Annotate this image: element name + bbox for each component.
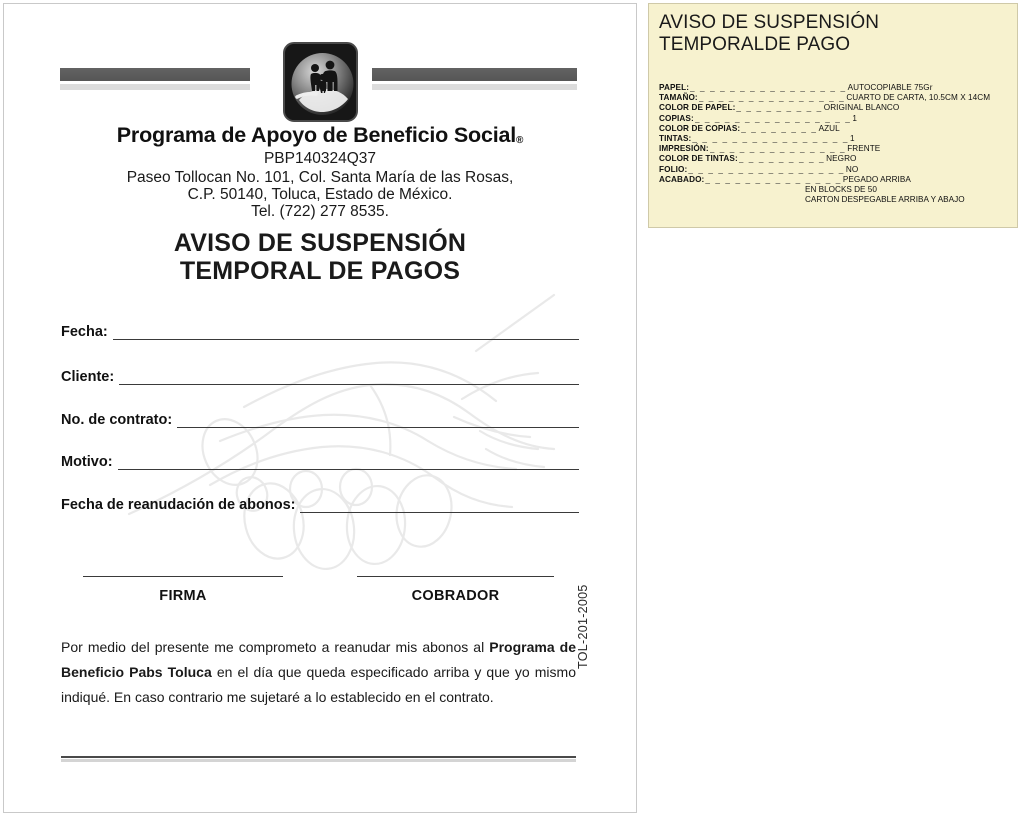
spec-row-tamano — [659, 93, 1007, 103]
form-field-cliente[interactable] — [61, 365, 579, 385]
organization-address-2: C.P. 50140, Toluca, Estado de México. — [187, 186, 453, 203]
signature-label-firma: FIRMA — [159, 588, 207, 604]
family-in-hand-logo-icon — [283, 42, 358, 122]
spec-dots-folio: _ _ _ _ _ _ _ _ _ _ _ _ _ _ _ _ — [688, 164, 845, 174]
spec-key-impresion: IMPRESIÓN: — [659, 144, 709, 154]
document-preview-panel — [3, 3, 637, 813]
spec-key-folio: FOLIO: — [659, 164, 688, 174]
signature-block-firma[interactable] — [83, 576, 283, 604]
spec-key-acabado: ACABADO: — [659, 174, 705, 184]
spec-dots-color-de-copias: _ _ _ _ _ _ _ _ — [741, 123, 818, 133]
spec-key-tamano: TAMAÑO: — [659, 93, 698, 103]
spec-value-tamano: CUARTO DE CARTA, 10.5CM X 14CM — [846, 93, 991, 103]
spec-dots-color-de-tintas: _ _ _ _ _ _ _ _ _ — [738, 154, 826, 164]
spec-dots-impresion: _ _ _ _ _ _ _ _ _ _ _ _ _ _ — [709, 144, 847, 154]
spec-value-color-de-copias: AZUL — [818, 123, 840, 133]
organization-phone: Tel. (722) 277 8535. — [251, 203, 389, 220]
spec-acabado-continuation-1: EN BLOCKS DE 50 — [805, 185, 877, 195]
registered-trademark-icon: ® — [516, 135, 524, 146]
header-bar-right-dark — [372, 68, 577, 81]
spec-panel-title-line-1: AVISO DE SUSPENSIÓN — [659, 12, 880, 33]
footer-rule-light — [61, 759, 576, 762]
form-field-fecha-de-reanudacion-rule[interactable] — [300, 499, 579, 513]
spec-dots-copias: _ _ _ _ _ _ _ _ _ _ _ _ _ _ _ _ — [694, 113, 852, 123]
organization-rfc: PBP140324Q37 — [263, 150, 377, 167]
legal-paragraph-part-2: en el día que queda especificado arriba y que yo mismo indiqué. En caso contrario me sujetaré a lo establecido en el contrato. — [61, 664, 576, 705]
print-specification-panel — [648, 3, 1018, 228]
form-title-line-2: TEMPORAL DE PAGOS — [179, 257, 461, 285]
form-field-motivo-rule[interactable] — [118, 456, 579, 470]
organization-name — [4, 123, 636, 148]
header-bar-right — [372, 68, 577, 90]
spec-value-papel: AUTOCOPIABLE 75Gr — [847, 83, 933, 92]
header-bar-left-dark — [60, 68, 250, 81]
spec-value-folio: NO — [845, 164, 859, 174]
organization-address-1: Paseo Tollocan No. 101, Col. Santa María de las Rosas, — [126, 169, 514, 186]
spec-row-papel — [659, 83, 1007, 93]
spec-dots-papel: _ _ _ _ _ _ _ _ _ _ _ _ _ _ _ _ — [690, 83, 847, 92]
document-code: TOL-201-2005 — [576, 584, 590, 669]
signature-label-cobrador: COBRADOR — [411, 588, 500, 604]
spec-row-impresion — [659, 144, 1007, 154]
form-field-cliente-rule[interactable] — [119, 371, 579, 385]
form-title-line-1: AVISO DE SUSPENSIÓN — [173, 229, 467, 257]
spec-value-color-de-tintas: NEGRO — [826, 154, 857, 164]
form-field-motivo-label: Motivo: — [61, 454, 113, 470]
spec-key-papel: PAPEL: — [659, 83, 690, 92]
spec-key-tintas: TINTAS: — [659, 134, 692, 144]
spec-value-copias: 1 — [852, 113, 858, 123]
spec-list — [659, 83, 1007, 205]
legal-paragraph — [61, 635, 576, 710]
signature-line-cobrador[interactable] — [357, 576, 554, 577]
spec-row-folio — [659, 165, 1007, 175]
organization-name-text: Programa de Apoyo de Beneficio Social — [116, 123, 517, 147]
form-field-fecha-de-reanudacion[interactable] — [61, 493, 579, 513]
header-band — [4, 4, 636, 129]
footer-rule — [61, 756, 576, 762]
signature-line-firma[interactable] — [83, 576, 283, 577]
header-bar-left-light — [60, 84, 250, 90]
form-field-numero-de-contrato-rule[interactable] — [177, 414, 579, 428]
spec-key-color-de-copias: COLOR DE COPIAS: — [659, 123, 741, 133]
spec-row-color-de-copias — [659, 124, 1007, 134]
spec-key-copias: COPIAS: — [659, 113, 694, 123]
footer-rule-dark — [61, 756, 576, 758]
spec-row-acabado — [659, 175, 1007, 185]
spec-value-acabado: PEGADO ARRIBA — [842, 174, 911, 184]
form-field-motivo[interactable] — [61, 450, 579, 470]
form-title — [4, 229, 636, 285]
spec-acabado-continuation-2: CARTON DESPEGABLE ARRIBA Y ABAJO — [805, 195, 965, 205]
signature-block-cobrador[interactable] — [357, 576, 554, 604]
spec-row-copias — [659, 114, 1007, 124]
spec-row-color-de-tintas — [659, 154, 1007, 164]
form-field-cliente-label: Cliente: — [61, 369, 115, 385]
legal-paragraph-program-name: Programa de Beneficio Pabs Toluca — [61, 639, 576, 680]
form-field-fecha-de-reanudacion-label: Fecha de reanudación de abonos: — [61, 497, 296, 513]
form-field-numero-de-contrato[interactable] — [61, 408, 579, 428]
form-field-fecha-rule[interactable] — [113, 326, 579, 340]
form-field-fecha[interactable] — [61, 320, 579, 340]
header-bar-left — [60, 68, 250, 90]
spec-row-tintas — [659, 134, 1007, 144]
form-field-fecha-label: Fecha: — [61, 324, 108, 340]
spec-key-color-de-papel: COLOR DE PAPEL: — [659, 103, 736, 113]
form-field-numero-de-contrato-label: No. de contrato: — [61, 412, 173, 428]
spec-dots-color-de-papel: _ _ _ _ _ _ _ _ _ — [736, 103, 823, 113]
spec-value-impresion: FRENTE — [847, 144, 881, 154]
spec-dots-tamano: _ _ _ _ _ _ _ _ _ _ _ _ _ _ _ — [698, 93, 846, 103]
spec-dots-acabado: _ _ _ _ _ _ _ _ _ _ _ _ _ _ — [705, 174, 842, 184]
spec-value-color-de-papel: ORIGINAL BLANCO — [823, 103, 900, 113]
spec-row-color-de-papel — [659, 103, 1007, 113]
spec-dots-tintas: _ _ _ _ _ _ _ _ _ _ _ _ _ _ _ _ — [692, 134, 849, 144]
spec-panel-title-line-2: TEMPORALDE PAGO — [659, 34, 851, 55]
spec-panel-title — [659, 12, 1007, 56]
legal-paragraph-part-1: Por medio del presente me comprometo a reanudar mis abonos al — [61, 639, 490, 655]
spec-key-color-de-tintas: COLOR DE TINTAS: — [659, 154, 738, 164]
header-bar-right-light — [372, 84, 577, 90]
spec-value-tintas: 1 — [849, 134, 855, 144]
